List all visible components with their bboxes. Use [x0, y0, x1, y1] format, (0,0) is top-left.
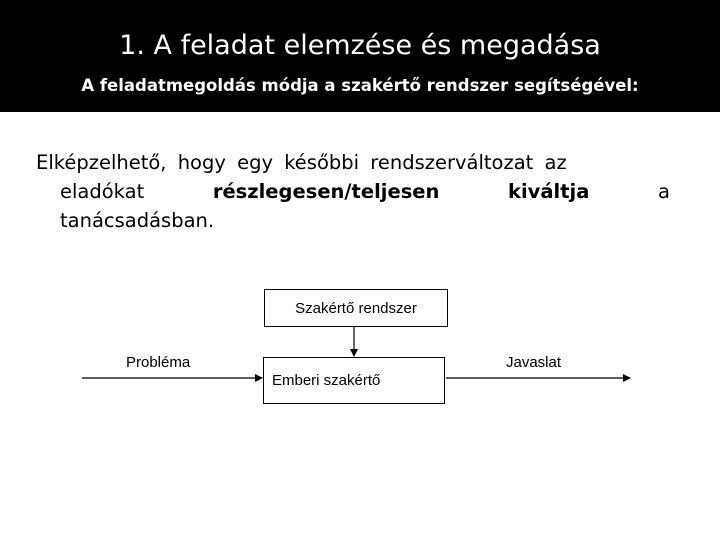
page-subtitle: A feladatmegoldás módja a szakértő rendszer segítségével: [81, 76, 639, 95]
paragraph-line-3: tanácsadásban. [60, 209, 215, 232]
problem-label: Probléma [126, 354, 191, 371]
word-eladokat: eladókat [60, 180, 145, 203]
expert-system-label: Szakértő rendszer [295, 299, 417, 317]
human-expert-label: Emberi szakértő [272, 372, 381, 389]
word-reszlegesen-teljesen: részlegesen/teljesen [212, 180, 440, 203]
suggestion-label: Javaslat [506, 354, 562, 371]
paragraph-line-1: Elképzelhető, hogy egy későbbi rendszerváltozat az [36, 151, 567, 174]
page-title: 1. A feladat elemzése és megadása [119, 30, 601, 61]
human-expert-box [263, 357, 445, 404]
expert-system-box [264, 289, 448, 327]
word-a: a [658, 180, 670, 203]
word-kivaltja: kiváltja [508, 180, 590, 203]
